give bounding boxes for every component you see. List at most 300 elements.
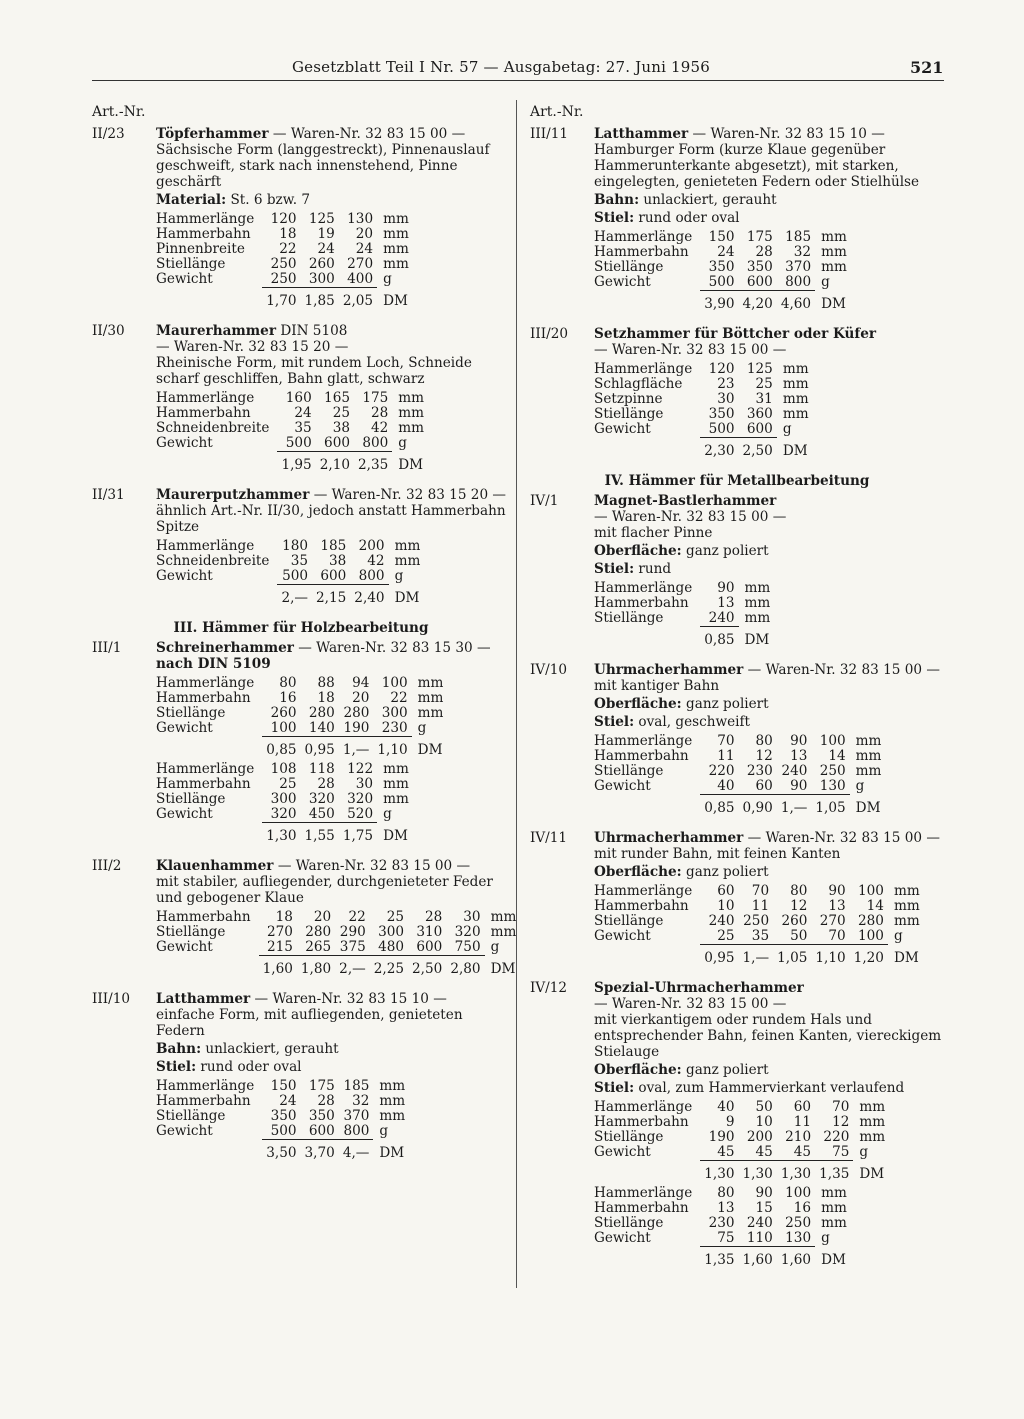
price-row [156,585,424,607]
size-unit: mm [417,675,444,691]
size-table [594,362,813,459]
size-value: 250 [819,763,846,779]
article-number: IV/11 [530,830,568,846]
size-value: 230 [373,721,411,737]
bahn-value: unlackiert, gerauht [643,192,777,208]
article-number: III/11 [530,126,568,142]
size-value: 300 [381,705,408,721]
size-value: 32 [352,1093,370,1109]
currency: DM [821,295,846,312]
size-row [156,807,413,823]
size-value: 20 [355,226,374,242]
size-unit: mm [379,1093,406,1109]
size-value: 30 [717,391,735,407]
size-label: Hammerbahn [594,898,689,914]
din-norm: DIN 5108 [280,323,348,339]
size-table [156,910,520,977]
size-value: 22 [348,909,366,925]
size-label: Gewicht [156,939,213,956]
size-value: 500 [700,275,738,291]
size-value: 600 [739,422,777,438]
size-unit: g [490,939,500,956]
price-value: 2,40 [354,590,385,606]
size-value: 35 [739,929,774,945]
size-value: 190 [708,1129,735,1145]
size-value: 200 [746,1129,773,1145]
currency: DM [744,631,770,648]
size-label: Stiellänge [156,791,226,807]
size-value: 320 [347,791,374,807]
size-label: Hammerbahn [594,244,689,260]
size-row [156,554,424,569]
size-value: 60 [717,883,735,899]
size-label: Stiellänge [594,406,664,422]
size-row [156,1079,409,1094]
size-value: 12 [790,898,808,914]
size-label: Stiellänge [594,913,664,929]
size-value: 45 [739,1145,777,1161]
size-unit: mm [821,244,847,260]
size-row [594,1201,851,1216]
size-value: 75 [815,1145,853,1161]
size-value: 14 [866,898,884,914]
size-value: 320 [262,807,300,823]
size-value: 25 [700,929,738,945]
price-spacer [156,823,262,845]
description: Rheinische Form, mit rundem Loch, Schneide scharf geschliffen, Bahn glatt, schwarz [156,355,472,387]
size-value: 12 [755,748,773,764]
price-row [594,438,813,460]
size-unit: mm [383,241,409,257]
size-value: 24 [717,244,735,260]
size-label: Schneidenbreite [156,553,270,569]
size-row [594,1186,851,1201]
size-label: Gewicht [156,435,213,452]
page-number: 521 [910,58,944,77]
article-name: Klauenhammer [156,858,274,874]
size-value: 16 [279,690,297,706]
size-row [594,1216,851,1231]
size-unit: g [782,421,792,438]
size-unit: mm [821,1200,847,1216]
description: ähnlich Art.-Nr. II/30, jedoch anstatt Hammerbahn Spitze [156,503,506,535]
price-value: 1,10 [377,742,408,758]
size-label: Stiellänge [594,610,664,627]
size-value: 210 [785,1129,812,1145]
size-label: Gewicht [156,720,213,737]
size-value: 350 [708,259,735,275]
size-unit: mm [417,705,444,721]
size-row [156,940,520,956]
size-value: 300 [270,791,297,807]
oberflaeche-value: ganz poliert [686,696,769,712]
size-unit: mm [821,229,847,245]
size-value: 120 [270,211,297,227]
size-value: 270 [347,256,374,272]
price-value: 0,95 [704,950,735,966]
size-row [156,242,413,257]
size-value: 350 [746,259,773,275]
article-name: Latthammer [156,991,251,1007]
size-value: 500 [277,436,315,452]
size-unit: g [859,1144,869,1161]
size-row [156,227,413,242]
size-table [594,734,885,816]
size-value: 90 [717,580,735,596]
stiel-label: Stiel: [156,1059,197,1075]
size-value: 60 [739,779,777,795]
currency: DM [859,1165,885,1182]
price-value: 1,30 [742,1166,773,1182]
size-value: 520 [339,807,377,823]
size-row [594,734,885,749]
size-value: 80 [790,883,808,899]
size-unit: g [417,720,427,737]
currency: DM [417,741,443,758]
description: Sächsische Form (langgestreckt), Pinnenauslauf geschweift, stark nach innenstehend, Pinne geschärft [156,142,490,190]
size-value: 24 [317,241,335,257]
price-spacer [594,438,700,460]
size-value: 60 [793,1099,812,1115]
size-table [156,539,424,606]
size-value: 600 [739,275,777,291]
size-unit: mm [398,420,425,436]
size-label: Gewicht [156,271,213,288]
size-value: 175 [362,390,389,406]
size-value: 280 [343,705,370,721]
price-spacer [594,795,700,817]
size-table [594,1186,851,1268]
size-value: 100 [262,721,300,737]
size-label: Hammerlänge [594,580,693,596]
entry-heading [594,830,944,846]
price-spacer [156,585,277,607]
size-label: Hammerbahn [156,405,251,421]
size-value: 800 [777,275,815,291]
oberflaeche-label: Oberfläche: [594,543,682,559]
size-label: Gewicht [594,421,651,438]
size-value: 350 [270,1108,297,1124]
entry-heading [594,662,944,678]
stiel-label: Stiel: [594,714,635,730]
price-value: 1,60 [262,961,293,977]
price-spacer [156,288,262,310]
size-unit: g [394,568,404,585]
size-unit: g [821,274,830,291]
size-value: 32 [793,244,812,260]
size-row [594,245,851,260]
size-label: Hammerbahn [156,1093,251,1109]
oberflaeche-label: Oberfläche: [594,864,682,880]
size-label: Hammerlänge [156,211,255,227]
size-row [156,691,447,706]
size-value: 250 [262,272,300,288]
size-value: 45 [700,1145,738,1161]
price-value: 0,85 [266,742,297,758]
size-row [594,362,813,377]
price-value: 0,85 [704,800,735,816]
price-row [594,291,851,313]
size-row [594,1100,889,1115]
material-line [156,192,510,208]
size-value: 350 [308,1108,335,1124]
size-row [156,925,520,940]
size-row [156,1109,409,1124]
entry [530,326,944,459]
size-unit: mm [394,538,421,554]
size-unit: mm [782,361,809,377]
currency: DM [394,589,420,606]
size-label: Stiellänge [594,1215,664,1231]
size-unit: g [398,435,407,452]
size-value: 40 [700,779,738,795]
size-value: 100 [785,1185,812,1201]
size-value: 240 [708,913,735,929]
size-label: Hammerlänge [156,1078,255,1094]
size-value: 19 [317,226,335,242]
size-row [594,899,924,914]
stiel-label: Stiel: [594,561,635,577]
size-value: 150 [270,1078,297,1094]
waren-nr: — Waren-Nr. 32 83 15 20 — [156,339,349,355]
price-row [594,795,885,817]
material-value: St. 6 bzw. 7 [230,192,311,208]
price-value: 1,60 [780,1252,812,1268]
size-value: 24 [279,1093,297,1109]
size-row [156,706,447,721]
size-label: Stiellänge [156,705,226,721]
bahn-value: unlackiert, gerauht [205,1041,339,1057]
gazette-title: Gesetzblatt Teil I Nr. 57 — Ausgabetag: 27. Juni 1956 [292,58,711,76]
entry-heading [594,126,944,142]
size-value: 70 [751,883,770,899]
size-value: 24 [355,241,374,257]
size-unit: g [383,271,392,288]
size-value: 185 [785,229,812,245]
size-value: 28 [370,405,389,421]
size-label: Hammerlänge [594,733,693,749]
currency: DM [782,442,808,459]
size-value: 500 [700,422,738,438]
size-unit: mm [383,211,409,227]
size-label: Hammerlänge [156,538,255,554]
waren-nr: — Waren-Nr. 32 83 15 00 — [277,858,471,874]
size-unit: mm [490,924,517,940]
size-unit: mm [383,256,409,272]
price-row [156,452,428,474]
size-value: 375 [335,940,370,956]
art-nr-label: Art.-Nr. [92,104,146,120]
size-value: 25 [755,376,773,392]
size-value: 165 [324,390,350,406]
price-value: 2,35 [358,457,389,473]
size-value: 13 [717,1200,735,1216]
din-norm: nach DIN 5109 [156,656,271,672]
waren-nr: — Waren-Nr. 32 83 15 00 — [747,662,940,678]
price-value: 1,35 [704,1252,735,1268]
size-row [156,406,428,421]
currency: DM [379,1144,405,1161]
entry [530,830,944,966]
size-unit: mm [859,1099,886,1115]
stiel-value: oval, zum Hammervierkant verlaufend [638,1080,905,1096]
din-norm-line [156,656,510,672]
entry-heading [156,126,510,142]
article-name: Magnet-Bastlerhammer [594,493,777,509]
size-value: 800 [350,569,388,585]
size-value: 300 [301,272,339,288]
currency: DM [490,960,516,977]
size-row [156,1094,409,1109]
article-name: Uhrmacherhammer [594,830,744,846]
currency: DM [398,456,424,473]
size-label: Hammerlänge [156,675,255,691]
size-unit: mm [744,610,771,627]
entry [92,323,510,473]
size-value: 800 [339,1124,374,1140]
bahn-label: Bahn: [594,192,640,208]
stiel-line [594,561,944,577]
price-value: 2,50 [412,961,443,977]
size-value: 18 [275,909,293,925]
price-spacer [156,1140,262,1162]
price-value: 1,05 [815,800,846,816]
price-row [594,1161,889,1183]
size-value: 240 [746,1215,773,1231]
size-value: 108 [270,761,297,777]
size-table [594,581,774,648]
size-value: 200 [358,538,385,554]
size-unit: g [893,928,903,945]
size-row [594,764,885,779]
size-label: Hammerlänge [156,390,255,406]
left-column [92,104,517,1175]
price-spacer [594,945,700,967]
size-row [156,676,447,691]
size-value: 160 [285,390,312,406]
stiel-value: rund oder oval [638,210,740,226]
size-value: 35 [294,420,312,436]
price-value: 1,— [780,800,808,816]
size-row [156,569,424,585]
size-value: 185 [343,1078,370,1094]
size-value: 90 [828,883,846,899]
size-unit: mm [821,1185,847,1201]
size-value: 70 [811,929,849,945]
price-value: 2,25 [373,961,405,977]
size-unit: mm [398,390,425,406]
art-nr-label: Art.-Nr. [530,104,584,120]
entry-heading [156,991,510,1007]
price-row [156,823,413,845]
size-value: 240 [781,763,808,779]
size-label: Gewicht [156,806,213,823]
size-row [594,749,885,764]
size-value: 130 [347,211,374,227]
size-unit: mm [417,690,444,706]
size-label: Hammerbahn [594,748,689,764]
size-table [594,230,851,312]
size-value: 500 [262,1124,300,1140]
article-name: Setzhammer für Böttcher oder Küfer [594,326,877,342]
price-value: 1,05 [777,950,808,966]
size-row [594,596,774,611]
entry [92,126,510,309]
price-value: 1,95 [281,457,312,473]
bahn-line [594,192,944,208]
size-label: Hammerlänge [594,1099,693,1115]
size-value: 370 [785,259,812,275]
size-value: 18 [279,226,297,242]
waren-nr: — Waren-Nr. 32 83 15 20 — [313,487,507,503]
size-value: 12 [832,1114,850,1130]
size-row [156,777,413,792]
size-value: 320 [454,924,481,940]
description: Hamburger Form (kurze Klaue gegenüber Hammerunterkante abgesetzt), mit starken, eingelegten, genieteten Federn oder Stielhülse [594,142,920,190]
size-value: 20 [313,909,332,925]
size-label: Setzpinne [594,391,663,407]
entry [530,493,944,648]
price-value: 4,60 [780,296,812,312]
size-unit: mm [379,1078,406,1094]
size-value: 38 [328,553,347,569]
size-value: 600 [301,1124,339,1140]
size-label: Gewicht [156,568,213,585]
size-value: 28 [755,244,773,260]
price-spacer [156,737,262,759]
price-value: 2,30 [704,443,735,459]
size-row [594,914,924,929]
size-value: 9 [725,1114,735,1130]
entry-heading [156,487,510,503]
size-value: 175 [308,1078,335,1094]
price-value: 4,— [342,1145,370,1161]
price-value: 1,70 [266,293,297,309]
currency: DM [855,799,881,816]
size-table [156,212,413,309]
size-unit: mm [398,405,425,421]
entry [92,487,510,606]
stiel-value: oval, geschweift [638,714,750,730]
price-value: 1,10 [815,950,846,966]
entry [92,991,510,1161]
stiel-label: Stiel: [594,210,635,226]
size-value: 88 [317,675,335,691]
waren-nr: — Waren-Nr. 32 83 15 10 — [254,991,447,1007]
price-value: 1,— [742,950,770,966]
waren-nr: — Waren-Nr. 32 83 15 00 — [747,830,940,846]
size-value: 13 [828,898,846,914]
size-unit: mm [859,1114,886,1130]
size-row [156,762,413,777]
size-value: 400 [339,272,377,288]
size-row [594,230,851,245]
size-value: 220 [708,763,735,779]
size-unit: mm [383,761,409,777]
currency: DM [383,827,408,844]
size-value: 90 [790,733,808,749]
article-number: II/23 [92,126,125,142]
size-unit: mm [855,748,882,764]
size-value: 110 [739,1231,777,1247]
size-value: 185 [320,538,347,554]
article-name: Uhrmacherhammer [594,662,744,678]
description: mit kantiger Bahn [594,678,720,694]
right-column [530,104,944,1282]
price-value: 2,— [339,961,366,977]
size-table [156,391,428,473]
entry [92,858,517,977]
